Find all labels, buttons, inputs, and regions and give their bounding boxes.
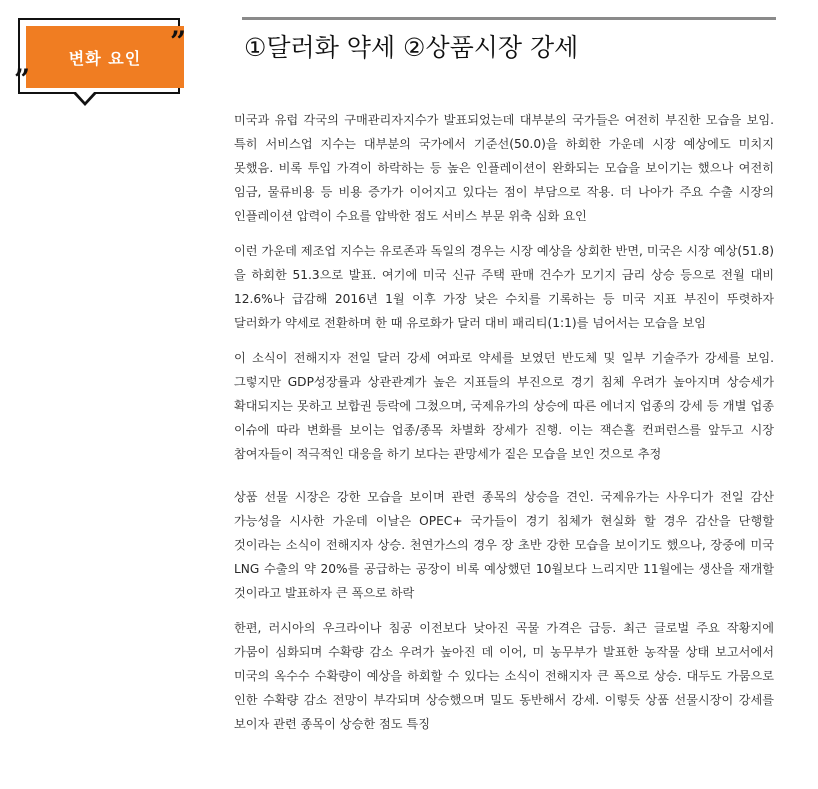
section-badge (18, 18, 180, 94)
page-title: ①달러화 약세 ②상품시장 강세 (244, 33, 579, 62)
paragraph: 미국과 유럽 각국의 구매관리자지수가 발표되었는데 대부분의 국가들은 여전히 부진한 모습을 보임. 특히 서비스업 지수는 대부분의 국가에서 기준선(50.0)을 하회한 가운데 시장 예상에도 미치지 못했음. 비록 투입 가격이 하락하는 등 높은 인플레이션이 완화되는 모습을 보이기는 했으나 여전히 임금, 물류비용 등 비용 증가가 이어지고 있다는 점이 부담으로 작용. 더 나아가 주요 수출 시장의 인플레이션 압력이 수요를 압박한 점도 서비스 부문 위축 심화 요인 (234, 113, 774, 223)
paragraph: 한편, 러시아의 우크라이나 침공 이전보다 낮아진 곡물 가격은 급등. 최근 글로벌 주요 작황지에 가뭄이 심화되며 수확량 감소 우려가 높아진 데 이어, 미 농무부가 발표한 농작물 상태 보고서에서 미국의 옥수수 수확량이 예상을 하회할 수 있다는 소식이 전해지자 큰 폭으로 상승. 대두도 가뭄으로 인한 수확량 감소 전망이 부각되며 상승했으며 밀도 동반해서 강세. 이렇듯 상품 선물시장이 강세를 보이자 관련 종목이 상승한 점도 특징 (234, 621, 774, 731)
paragraph: 상품 선물 시장은 강한 모습을 보이며 관련 종목의 상승을 견인. 국제유가는 사우디가 전일 감산 가능성을 시사한 가운데 이날은 OPEC+ 국가들이 경기 침체가 현실화 할 경우 감산을 단행할 것이라는 소식이 전해지자 상승. 천연가스의 경우 장 초반 강한 모습을 보이기도 했으나, 장중에 미국 LNG 수출의 약 20%를 공급하는 공장이 비록 예상했던 10월보다 느리지만 11월에는 생산을 재개할 것이라고 발표하자 큰 폭으로 하락 (234, 490, 774, 600)
close-quote-mark: ” (170, 25, 187, 58)
body-section-1 (234, 108, 774, 477)
open-quote-mark: ” (14, 63, 31, 96)
badge-label: 변화 요인 (68, 48, 142, 68)
paragraph: 이 소식이 전해지자 전일 달러 강세 여파로 약세를 보였던 반도체 및 일부 기술주가 강세를 보임. 그렇지만 GDP성장률과 상관관계가 높은 지표들의 부진으로 경기 침체 우려가 높아지며 상승세가 확대되지는 못하고 보합권 등락에 그쳤으며, 국제유가의 상승에 따른 에너지 업종의 강세 등 개별 업종 이슈에 따라 변화를 보이는 업종/종목 차별화 장세가 진행. 이는 잭슨홀 컨퍼런스를 앞두고 시장 참여자들이 적극적인 대응을 하기 보다는 관망세가 짙은 모습을 보인 것으로 추정 (234, 351, 774, 461)
badge-pointer-inner (75, 91, 95, 102)
title-rule (242, 17, 776, 20)
paragraph: 이런 가운데 제조업 지수는 유로존과 독일의 경우는 시장 예상을 상회한 반면, 미국은 시장 예상(51.8)을 하회한 51.3으로 발표. 여기에 미국 신규 주택 판매 건수가 모기지 금리 상승 등으로 전월 대비 12.6%나 급감해 2016년 1월 이후 가장 낮은 수치를 기록하는 등 미국 지표 부진이 뚜렷하자 달러화가 약세로 전환하며 한 때 유로화가 달러 대비 패리티(1:1)를 넘어서는 모습을 보임 (234, 244, 774, 330)
body-section-2 (234, 485, 774, 747)
